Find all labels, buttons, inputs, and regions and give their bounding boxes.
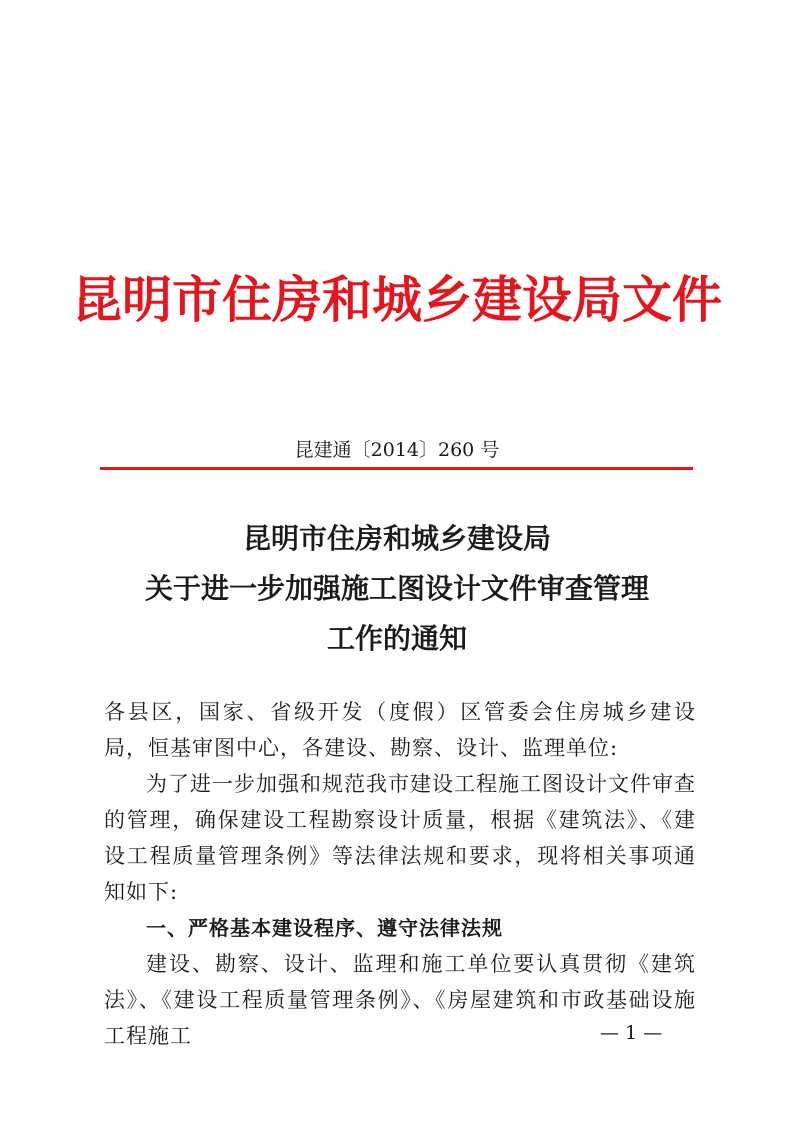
notice-title-line-1: 昆明市住房和城乡建设局 bbox=[242, 522, 551, 555]
notice-title-line-2: 关于进一步加强施工图设计文件审查管理 bbox=[144, 572, 649, 605]
document-body bbox=[104, 694, 696, 1054]
section-1-paragraph: 建设、勘察、设计、监理和施工单位要认真贯彻《建筑法》、《建设工程质量管理条例》、《房屋建筑和市政基础设施工程施工 bbox=[104, 952, 696, 1048]
notice-title-line-3: 工作的通知 bbox=[326, 622, 467, 655]
section-1-heading: 一、严格基本建设程序、遵守法律法规 bbox=[146, 916, 503, 940]
red-divider-line bbox=[100, 467, 693, 470]
recipients-paragraph: 各县区，国家、省级开发（度假）区管委会住房城乡建设局，恒基审图中心，各建设、勘察、设计、监理单位: bbox=[104, 700, 696, 760]
intro-paragraph: 为了进一步加强和规范我市建设工程施工图设计文件审查的管理，确保建设工程勘察设计质量，根据《建筑法》、《建设工程质量管理条例》等法律法规和要求，现将相关事项通知如下: bbox=[104, 772, 696, 904]
page-number: — 1 — bbox=[600, 1022, 663, 1044]
notice-title bbox=[100, 514, 694, 664]
issuer-title: 昆明市住房和城乡建设局文件 bbox=[72, 270, 722, 329]
document-number: 昆建通〔2014〕260 号 bbox=[294, 439, 500, 461]
